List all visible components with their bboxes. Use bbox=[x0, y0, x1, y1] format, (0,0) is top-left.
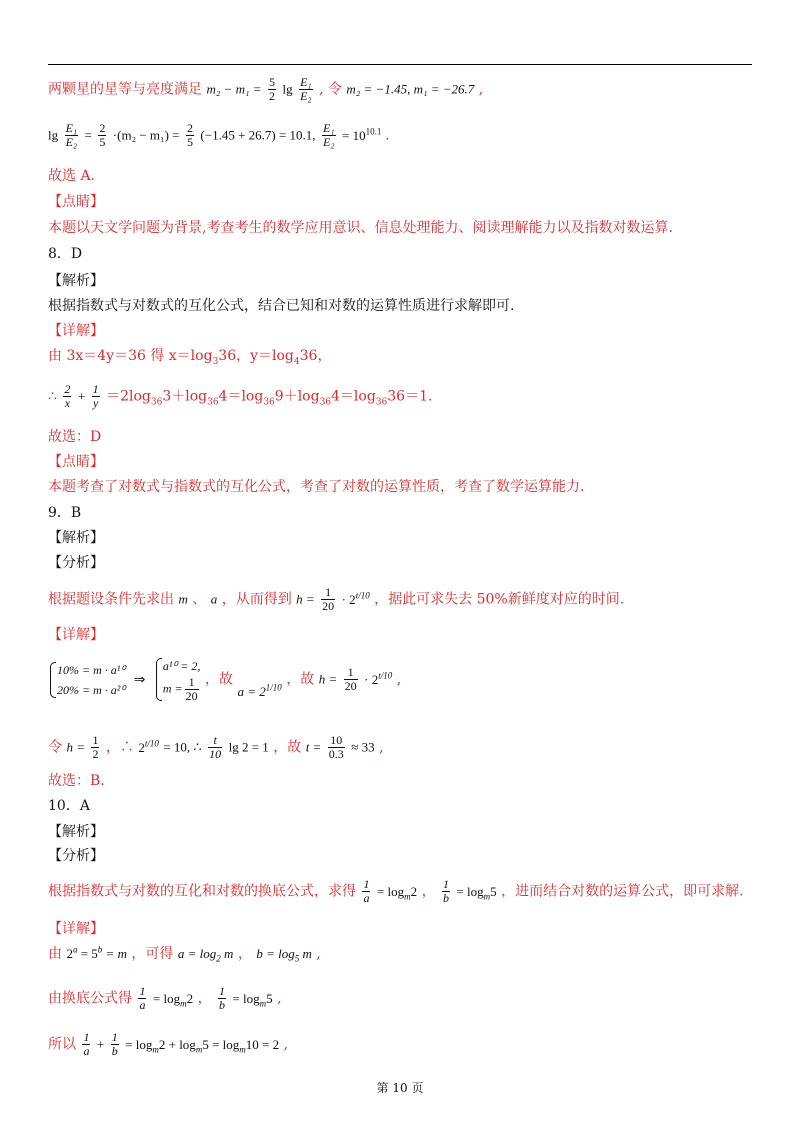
heading-xiangjie: 【详解】 bbox=[48, 627, 104, 643]
paragraph: 本题以天文学问题为背景,考查考生的数学应用意识、信息处理能力、阅读理解能力以及指数对数运算. bbox=[48, 220, 673, 236]
fraction: $\frac{1}{2}$ bbox=[92, 733, 99, 761]
fraction: $\frac{1}{20}$ bbox=[344, 665, 357, 693]
heading-fenxi: 【分析】 bbox=[48, 848, 104, 864]
fraction: $\frac{1}{b}$ bbox=[219, 984, 226, 1012]
fraction: $\frac{1}{20}$ bbox=[322, 585, 335, 613]
line-system: 10% = m · a¹⁰ 20% = m · a²⁰ ⇒ a¹⁰ = 2, m = $\frac{1}{20}$ ，故 $a = 2^{1/10}$ ，故 h = $\frac{1}{20}$ · $2^{t/10}$ , bbox=[48, 656, 401, 703]
line-result: 所以 $\frac{1}{a}$ + $\frac{1}{b}$ = $\log_m2 + \log_m5 = \log_m10 = 2$ , bbox=[48, 1030, 289, 1058]
math: ·(m₂ − m₁) = bbox=[112, 127, 180, 143]
math: m₂ = −1.45, m₁ = −26.7 bbox=[346, 81, 475, 97]
heading-xiangjie: 【详解】 bbox=[48, 323, 104, 339]
line-solve-t: 令 h = $\frac{1}{2}$ ，∴ $2^{t/10} = 10$, ∴ $\frac{t}{10}$ lg 2 = 1 ，故 t = $\frac{10}{0.3}$ ≈ 33 , bbox=[48, 733, 384, 761]
question-number: 9．B bbox=[48, 505, 82, 521]
heading-dianjing: 【点睛】 bbox=[48, 454, 104, 470]
fraction: $\frac{1}{a}$ bbox=[139, 984, 146, 1012]
math: m₂ − m₁ = bbox=[206, 81, 262, 97]
math: . bbox=[385, 127, 390, 143]
heading-jiexi: 【解析】 bbox=[48, 273, 104, 289]
paragraph: 根据指数式与对数式的互化公式，结合已知和对数的运算性质进行求解即可. bbox=[48, 298, 515, 314]
line-sum: ∴ $\frac{2}{x}$ + $\frac{1}{y}$ $=2\log_{36}3+\log_{36}4=\log_{36}9+\log_{36}4=\log_{36}36=1$. bbox=[48, 382, 433, 410]
fraction: $\frac{\text{E₁}}{\text{E₂}}$ bbox=[65, 121, 78, 149]
text: , 令 bbox=[319, 81, 342, 98]
paragraph: 本题考查了对数式与指数式的互化公式，考查了对数的运算性质，考查了数学运算能力. bbox=[48, 479, 585, 495]
line-log-values: 由 3x＝4y＝36 得 $x=\log_336$，$y=\log_436$， bbox=[48, 348, 332, 367]
answer-8: 故选：D bbox=[48, 429, 102, 445]
heading-dianjing: 【点睛】 bbox=[48, 194, 104, 210]
fraction: $\frac{1}{a}$ bbox=[83, 1030, 90, 1058]
math: = $10^{10.1}$ bbox=[341, 126, 382, 143]
math: lg bbox=[48, 127, 59, 143]
equation-system: 10% = m · a¹⁰ 20% = m · a²⁰ bbox=[48, 660, 125, 700]
fraction: $\frac{\text{E₁}}{\text{E₂}}$ bbox=[323, 121, 335, 149]
heading-jiexi: 【解析】 bbox=[48, 824, 104, 840]
math: = bbox=[84, 127, 92, 143]
fraction: $\frac{2}{x}$ bbox=[64, 382, 71, 410]
fraction: $\frac{10}{0.3}$ bbox=[328, 733, 344, 761]
header-rule bbox=[48, 64, 752, 65]
math: lg bbox=[282, 81, 293, 97]
fraction: $\frac{2}{5}$ bbox=[186, 121, 193, 149]
fraction: $\frac{1}{b}$ bbox=[111, 1030, 118, 1058]
line-lg-ratio bbox=[48, 122, 389, 149]
heading-fenxi: 【分析】 bbox=[48, 555, 104, 571]
line-analysis: 根据题设条件先求出 m 、 a ，从而得到 h = $\frac{1}{20}$ · $2^{t/10}$ ，据此可求失去 50%新鲜度对应的时间. bbox=[48, 585, 625, 613]
text: 两颗星的星等与亮度满足 bbox=[48, 81, 202, 98]
math: (−1.45 + 26.7) = 10.1, bbox=[200, 127, 316, 143]
implies-icon: ⇒ bbox=[133, 671, 146, 688]
line-analysis: 根据指数式与对数的互化和对数的换底公式，求得 $\frac{1}{a}$ = $\log_m2$ ， $\frac{1}{b}$ = $\log_m5$ ，进而结合对数的运算公式，即可求解. bbox=[48, 877, 744, 905]
line-given: 由 $2^a = 5^b = m$ ，可得 $a = \log_2 m$ ， $b = \log_5 m$ , bbox=[48, 944, 321, 964]
line-star-magnitude bbox=[48, 76, 483, 103]
question-number: 10．A bbox=[48, 798, 90, 814]
heading-jiexi: 【解析】 bbox=[48, 530, 104, 546]
fraction: $\frac{1}{y}$ bbox=[92, 382, 99, 410]
fraction: $\frac{2}{5}$ bbox=[99, 121, 106, 149]
heading-xiangjie: 【详解】 bbox=[48, 921, 104, 937]
text: , bbox=[478, 81, 484, 98]
fraction: $\frac{5}{2}$ bbox=[269, 75, 276, 103]
fraction: $\frac{1}{b}$ bbox=[443, 877, 450, 905]
fraction: $\frac{\text{E₁}}{\text{E₂}}$ bbox=[300, 75, 312, 103]
fraction: $\frac{1}{a}$ bbox=[363, 877, 370, 905]
page-number: 第 10 页 bbox=[376, 1081, 424, 1095]
answer-7: 故选 A. bbox=[48, 168, 96, 184]
equation-system: a¹⁰ = 2, m = $\frac{1}{20}$ bbox=[154, 656, 201, 703]
fraction: $\frac{t}{10}$ bbox=[209, 733, 222, 761]
line-change-base: 由换底公式得 $\frac{1}{a}$ = $\log_m2$ ， $\frac{1}{b}$ = $\log_m5$ , bbox=[48, 984, 282, 1012]
question-number: 8．D bbox=[48, 246, 83, 262]
answer-9: 故选：B. bbox=[48, 773, 105, 789]
